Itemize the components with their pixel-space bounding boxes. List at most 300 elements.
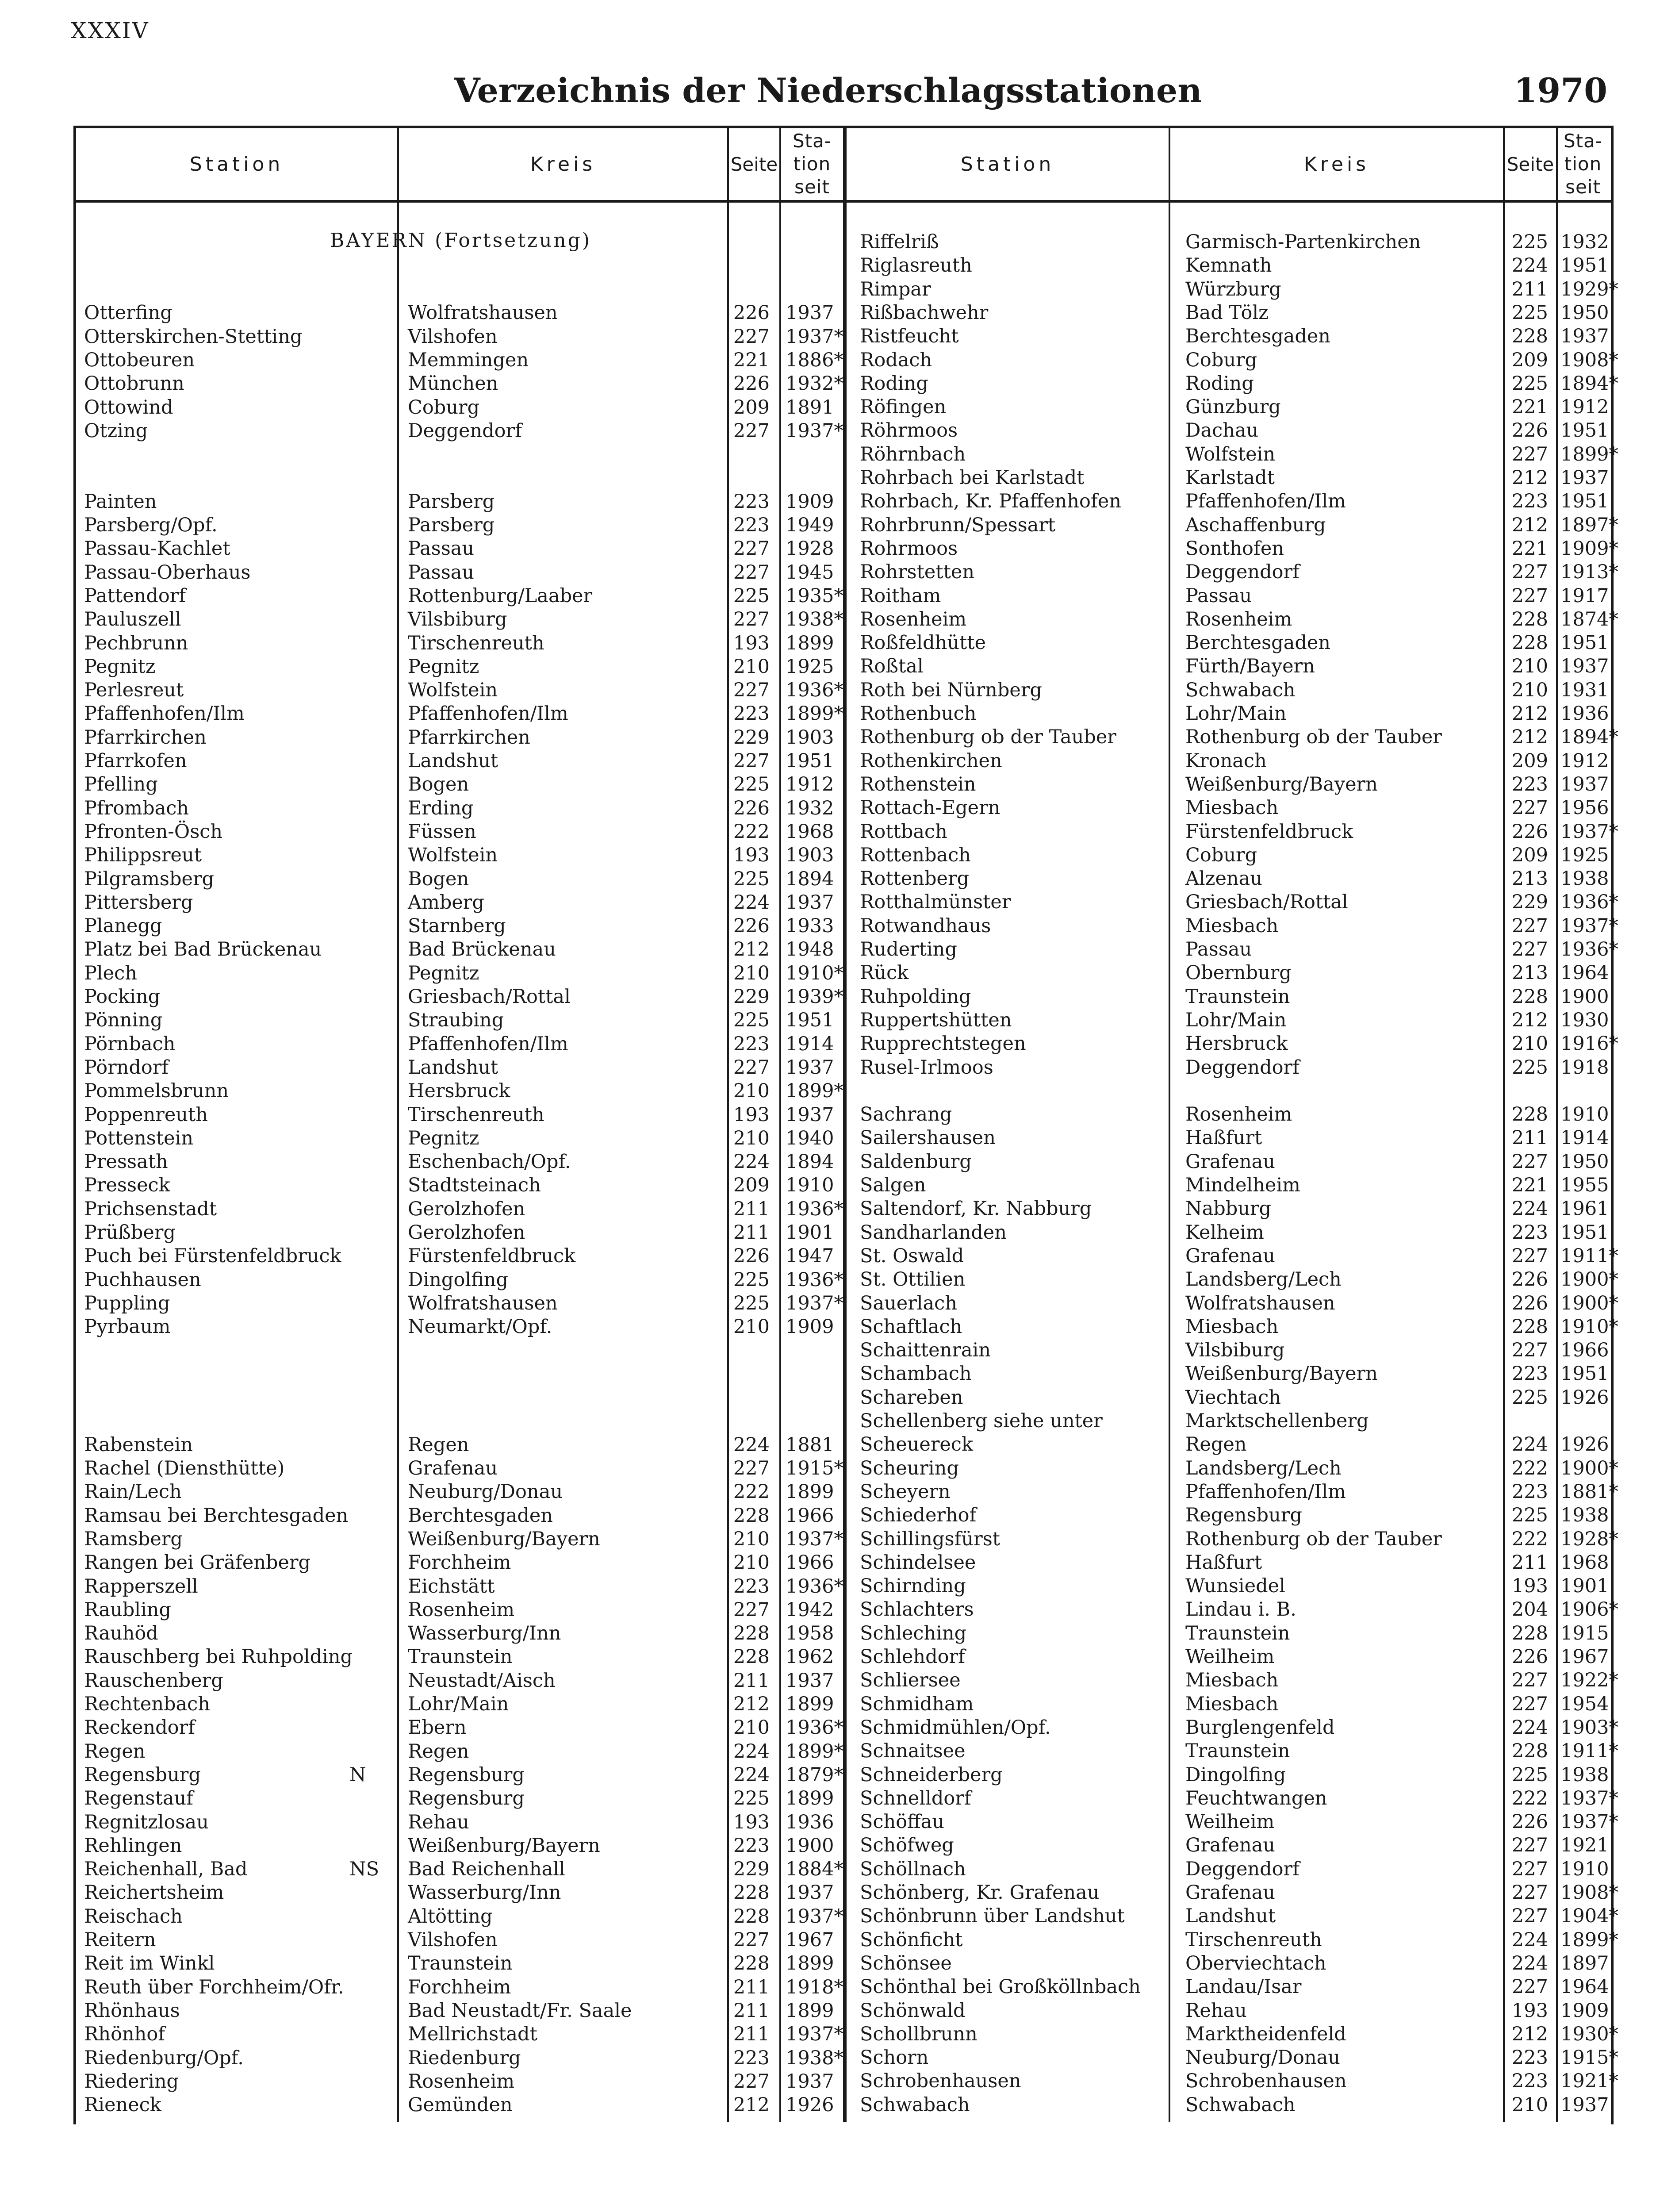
station-since-value: 1937* (786, 2023, 843, 2046)
seite-value: 228 (1511, 325, 1548, 348)
kreis-name: Deggendorf (1185, 1056, 1300, 1079)
kreis-name: Feuchtwangen (1185, 1787, 1327, 1809)
station-since-value: 1955 (1560, 1174, 1609, 1196)
kreis-name: Pfaffenhofen/Ilm (1185, 1480, 1346, 1503)
table-row (0, 702, 1656, 726)
seite-value: 228 (733, 1622, 770, 1645)
kreis-name: Füssen (408, 820, 476, 843)
kreis-name: Mellrichstadt (408, 2023, 537, 2046)
seite-value: 227 (1511, 1669, 1548, 1692)
station-name: Scheyern (860, 1480, 951, 1503)
station-name: Schliersee (860, 1669, 961, 1692)
kreis-name: Vilsbiburg (408, 608, 507, 631)
station-since-value: 1879* (786, 1763, 843, 1786)
seite-value: 210 (733, 1717, 770, 1739)
station-name: Sailershausen (860, 1127, 996, 1149)
station-since-value: 1915* (1560, 2047, 1618, 2069)
kreis-name: Kronach (1185, 749, 1267, 772)
station-name: Sachrang (860, 1103, 952, 1126)
seite-value: 209 (1511, 349, 1548, 371)
station-name: Roßtal (860, 655, 924, 678)
table-row (0, 2023, 1656, 2046)
kreis-name: Haßfurt (1185, 1127, 1262, 1149)
station-name: Rapperszell (84, 1575, 198, 1598)
header-seit-line: tion (793, 153, 831, 175)
station-name: Reichenhall, Bad (84, 1858, 248, 1881)
station-name: Rosenheim (860, 608, 967, 630)
table-row (0, 1268, 1656, 1291)
station-since-value: 1949 (786, 514, 834, 536)
station-name: Rabenstein (84, 1433, 193, 1456)
kreis-name: Alzenau (1185, 868, 1262, 890)
table-row (0, 1763, 1656, 1787)
seite-value: 227 (733, 1056, 770, 1079)
seite-value: 224 (733, 891, 770, 914)
kreis-name: Rosenheim (408, 1598, 515, 1621)
station-since-value: 1928 (786, 538, 834, 560)
station-name: Regen (84, 1740, 146, 1763)
station-name: Schönthal bei Großköllnbach (860, 1976, 1141, 1998)
seite-value: 210 (733, 655, 770, 678)
table-row (0, 1056, 1656, 1079)
table-row (0, 1079, 1656, 1103)
seite-value: 224 (1511, 1198, 1548, 1220)
station-since-value: 1937* (786, 419, 843, 442)
kreis-name: Neuburg/Donau (1185, 2047, 1340, 2069)
station-name: Rain/Lech (84, 1481, 182, 1503)
station-since-value: 1897 (1560, 1952, 1609, 1974)
seite-value: 227 (733, 419, 770, 442)
kreis-name: Schwabach (1185, 2093, 1296, 2116)
station-name: Schollbrunn (860, 2023, 978, 2045)
station-name: Pyrbaum (84, 1316, 171, 1338)
table-row (0, 325, 1656, 348)
kreis-name: Passau (408, 561, 475, 584)
kreis-name: Berchtesgaden (1185, 632, 1331, 654)
station-since-value: 1906* (1560, 1598, 1618, 1621)
station-name: Reit im Winkl (84, 1952, 215, 1975)
kreis-name: Wunsiedel (1185, 1575, 1285, 1598)
seite-value: 224 (733, 1433, 770, 1456)
station-since-value: 1894 (786, 868, 834, 890)
table-row (0, 1457, 1656, 1480)
station-since-value: 1951 (1560, 632, 1609, 654)
seite-value: 224 (1511, 1716, 1548, 1739)
station-name: Poppenreuth (84, 1103, 208, 1126)
seite-value: 212 (1511, 1009, 1548, 1031)
kreis-name: Neumarkt/Opf. (408, 1316, 552, 1338)
kreis-name: Rehau (408, 1811, 469, 1833)
seite-value: 209 (1511, 749, 1548, 772)
seite-value: 225 (733, 1268, 770, 1291)
station-name: Pittersberg (84, 891, 193, 914)
seite-value: 227 (1511, 1339, 1548, 1362)
station-since-value: 1966 (786, 1504, 834, 1527)
seite-value: 223 (1511, 2047, 1548, 2069)
seite-value: 225 (733, 1787, 770, 1810)
kreis-name: Grafenau (1185, 1244, 1275, 1267)
kreis-name: Forchheim (408, 1976, 511, 1998)
table-row (0, 844, 1656, 867)
kreis-name: Schwabach (1185, 679, 1296, 701)
seite-value: 223 (1511, 773, 1548, 795)
station-name: Schmidmühlen/Opf. (860, 1716, 1051, 1739)
station-since-value: 1937 (1560, 2093, 1609, 2116)
header-seit-line: seit (1565, 176, 1601, 198)
kreis-name: Wolfratshausen (408, 302, 558, 324)
kreis-name: Weilheim (1185, 1811, 1275, 1833)
station-since-value: 1951 (786, 750, 834, 772)
station-since-value: 1894* (1560, 726, 1618, 749)
station-since-value: 1881* (1560, 1480, 1618, 1503)
station-since-value: 1886* (786, 349, 843, 371)
kreis-name: Passau (1185, 584, 1252, 607)
seite-value: 227 (1511, 1150, 1548, 1173)
kreis-name: Wasserburg/Inn (408, 1882, 561, 1904)
station-name: Ruppertshütten (860, 1009, 1012, 1031)
kreis-name: Schrobenhausen (1185, 2070, 1347, 2093)
station-since-value: 1932 (786, 797, 834, 819)
header-seite: Seite (1506, 153, 1554, 175)
table-row (0, 2046, 1656, 2070)
kreis-name: Grafenau (1185, 1834, 1275, 1857)
table-row (0, 1787, 1656, 1810)
station-since-value: 1951 (1560, 490, 1609, 513)
station-name: Pönning (84, 1009, 163, 1032)
kreis-name: Grafenau (1185, 1150, 1275, 1173)
kreis-name: Grafenau (408, 1457, 498, 1479)
table-row (0, 1197, 1656, 1221)
kreis-name: München (408, 373, 498, 395)
seite-value: 227 (733, 608, 770, 631)
kreis-name: Miesbach (1185, 1315, 1279, 1338)
seite-value: 222 (1511, 1457, 1548, 1479)
station-name: Schneiderberg (860, 1763, 1003, 1786)
seite-value: 212 (733, 938, 770, 961)
seite-value: 227 (1511, 1976, 1548, 1998)
kreis-name: Lindau i. B. (1185, 1598, 1296, 1621)
kreis-name: Rottenburg/Laaber (408, 584, 593, 607)
station-since-value: 1894* (1560, 372, 1618, 395)
kreis-name: Eichstätt (408, 1575, 495, 1598)
seite-value: 211 (733, 1669, 770, 1692)
station-since-value: 1913* (1560, 561, 1618, 584)
table-row (0, 726, 1656, 749)
station-since-value: 1894 (786, 1151, 834, 1173)
seite-value: 225 (733, 868, 770, 890)
seite-value: 225 (733, 584, 770, 607)
station-name: Rothenburg ob der Tauber (860, 726, 1116, 749)
station-name: Riglasreuth (860, 254, 972, 277)
station-since-value: 1937* (1560, 914, 1618, 937)
seite-value: 228 (733, 1646, 770, 1668)
kreis-name: Miesbach (1185, 914, 1279, 937)
kreis-name: Weißenburg/Bayern (408, 1528, 600, 1550)
station-since-value: 1900* (1560, 1457, 1618, 1479)
station-since-value: 1901 (786, 1221, 834, 1244)
kreis-name: Landshut (408, 750, 498, 772)
table-row (0, 466, 1656, 490)
station-since-value: 1899 (786, 632, 834, 654)
seite-value: 212 (733, 2094, 770, 2116)
kreis-name: Gerolzhofen (408, 1198, 525, 1220)
station-since-value: 1926 (1560, 1386, 1609, 1409)
table-row (0, 1881, 1656, 1905)
station-since-value: 1961 (1560, 1198, 1609, 1220)
station-name: Rothenbuch (860, 703, 977, 725)
station-since-value: 1936* (786, 1268, 843, 1291)
seite-value: 226 (1511, 1646, 1548, 1668)
table-row (0, 1032, 1656, 1056)
table-row (0, 419, 1656, 442)
station-name: Pocking (84, 986, 161, 1008)
seite-value: 228 (733, 1905, 770, 1928)
kreis-name: Landau/Isar (1185, 1976, 1302, 1998)
seite-value: 226 (733, 915, 770, 937)
station-since-value: 1937 (1560, 325, 1609, 348)
station-name: Pfarrkirchen (84, 726, 207, 749)
station-name: Pfrombach (84, 797, 189, 819)
table-row (0, 1952, 1656, 1975)
seite-value: 227 (1511, 938, 1548, 960)
seite-value: 211 (733, 1221, 770, 1244)
station-name: Painten (84, 490, 157, 513)
table-row (0, 1551, 1656, 1575)
station-name: Schleching (860, 1622, 967, 1644)
station-name: Schnelldorf (860, 1787, 971, 1809)
table-row (0, 1103, 1656, 1126)
seite-value: 226 (733, 302, 770, 324)
station-since-value: 1901 (1560, 1575, 1609, 1598)
table-row (0, 1858, 1656, 1881)
table-row (0, 1386, 1656, 1409)
station-since-value: 1909* (1560, 537, 1618, 560)
station-since-value: 1903 (786, 726, 834, 749)
seite-value: 227 (1511, 561, 1548, 584)
table-row (0, 1716, 1656, 1740)
seite-value: 229 (1511, 891, 1548, 914)
kreis-name: Pfarrkirchen (408, 726, 530, 749)
station-marker: N (349, 1763, 366, 1786)
kreis-name: Regensburg (1185, 1504, 1302, 1527)
station-name: Rohrmoos (860, 537, 958, 560)
table-row (0, 1999, 1656, 2023)
header-station-seit (781, 128, 843, 200)
kreis-name: Landshut (1185, 1905, 1276, 1928)
station-name: Pilgramsberg (84, 868, 215, 890)
station-since-value: 1904* (1560, 1905, 1618, 1928)
seite-value: 212 (1511, 514, 1548, 536)
kreis-name: Parsberg (408, 514, 495, 536)
seite-value: 221 (1511, 1174, 1548, 1196)
seite-value: 211 (1511, 1127, 1548, 1149)
table-row (0, 584, 1656, 608)
station-since-value: 1937* (786, 1905, 843, 1928)
seite-value: 227 (1511, 914, 1548, 937)
table-row (0, 349, 1656, 372)
kreis-name: Wolfstein (1185, 443, 1276, 465)
station-name: Pechbrunn (84, 632, 188, 654)
station-name: Rohrbach bei Karlstadt (860, 467, 1085, 489)
kreis-name: Regensburg (408, 1787, 525, 1810)
header-rule (73, 200, 1611, 203)
station-name: Puchhausen (84, 1268, 201, 1291)
station-name: Reichertsheim (84, 1882, 224, 1904)
table-row (0, 1740, 1656, 1763)
kreis-name: Straubing (408, 1009, 504, 1032)
kreis-name: Rosenheim (1185, 608, 1292, 630)
kreis-name: Fürstenfeldbruck (1185, 820, 1353, 843)
table-row (0, 631, 1656, 655)
kreis-name: Karlstadt (1185, 467, 1275, 489)
seite-value: 224 (733, 1151, 770, 1173)
header-seit-line: Sta- (792, 130, 832, 152)
station-since-value: 1951 (1560, 419, 1609, 442)
station-since-value: 1918 (1560, 1056, 1609, 1079)
station-name: Roitham (860, 584, 941, 607)
station-since-value: 1937 (786, 891, 834, 914)
station-since-value: 1937 (1560, 467, 1609, 489)
station-since-value: 1916* (1560, 1033, 1618, 1055)
seite-value: 224 (733, 1763, 770, 1786)
table-row (0, 1339, 1656, 1362)
seite-value: 211 (1511, 278, 1548, 300)
station-name: Reckendorf (84, 1717, 195, 1739)
seite-value: 227 (1511, 1693, 1548, 1715)
kreis-name: Passau (1185, 938, 1252, 960)
seite-value: 227 (1511, 797, 1548, 819)
station-name: Ottobrunn (84, 373, 184, 395)
station-name: Schönficht (860, 1928, 963, 1951)
seite-value: 223 (1511, 2070, 1548, 2093)
station-since-value: 1937* (786, 1292, 843, 1314)
station-since-value: 1925 (786, 655, 834, 678)
table-row (0, 679, 1656, 702)
kreis-name: Bogen (408, 773, 469, 796)
station-since-value: 1899* (786, 1080, 843, 1102)
table-row (0, 938, 1656, 961)
kreis-name: Wasserburg/Inn (408, 1622, 561, 1645)
station-since-value: 1948 (786, 938, 834, 961)
kreis-name: Weißenburg/Bayern (408, 1834, 600, 1857)
kreis-name: Hersbruck (1185, 1033, 1288, 1055)
station-since-value: 1933 (786, 915, 834, 937)
station-name: Schöfweg (860, 1834, 954, 1857)
seite-value: 227 (733, 561, 770, 584)
station-since-value: 1881 (786, 1433, 834, 1456)
station-name: Puppling (84, 1292, 170, 1314)
kreis-name: Marktschellenberg (1185, 1410, 1369, 1432)
station-name: Ristfeucht (860, 325, 959, 348)
station-name: Presseck (84, 1174, 170, 1197)
station-since-value: 1937 (786, 1103, 834, 1126)
seite-value: 225 (733, 1009, 770, 1032)
station-name: Schönberg, Kr. Grafenau (860, 1882, 1100, 1904)
station-name: Pommelsbrunn (84, 1080, 229, 1102)
kreis-name: Traunstein (408, 1952, 513, 1975)
station-since-value: 1930* (1560, 2023, 1618, 2045)
station-since-value: 1922* (1560, 1669, 1618, 1692)
kreis-name: Garmisch-Partenkirchen (1185, 231, 1421, 253)
station-name: Rottbach (860, 820, 947, 843)
table-row (0, 985, 1656, 1009)
kreis-name: Traunstein (1185, 985, 1290, 1008)
seite-value: 222 (733, 1481, 770, 1503)
kreis-name: Miesbach (1185, 797, 1279, 819)
table-row (0, 301, 1656, 325)
station-name: Ruhpolding (860, 985, 971, 1008)
seite-value: 210 (1511, 1033, 1548, 1055)
seite-value: 210 (733, 1127, 770, 1149)
kreis-name: Gerolzhofen (408, 1221, 525, 1244)
seite-value: 209 (733, 1174, 770, 1197)
table-row (0, 2070, 1656, 2093)
station-name: Riedering (84, 2070, 179, 2093)
station-since-value: 1935* (786, 584, 843, 607)
table-row (0, 820, 1656, 844)
station-name: Perlesreut (84, 679, 184, 702)
kreis-name: Weißenburg/Bayern (1185, 773, 1378, 795)
station-since-value: 1938* (786, 2047, 843, 2069)
table-row (0, 537, 1656, 561)
table-row (0, 773, 1656, 796)
station-since-value: 1936* (786, 679, 843, 702)
table-row (0, 230, 1656, 254)
station-name: Rottach-Egern (860, 797, 1000, 819)
seite-value: 227 (733, 538, 770, 560)
station-since-value: 1911* (1560, 1740, 1618, 1763)
header-seit-line: seit (794, 176, 830, 198)
kreis-name: Griesbach/Rottal (408, 986, 571, 1008)
station-since-value: 1964 (1560, 1976, 1609, 1998)
seite-value: 227 (733, 750, 770, 772)
kreis-name: Traunstein (1185, 1740, 1290, 1763)
kreis-name: Lohr/Main (1185, 703, 1287, 725)
table-row (0, 278, 1656, 301)
station-name: Pfaffenhofen/Ilm (84, 703, 245, 725)
station-name: Rotwandhaus (860, 914, 991, 937)
station-since-value: 1910* (786, 962, 843, 984)
station-since-value: 1910* (1560, 1315, 1618, 1338)
table-row (0, 1126, 1656, 1150)
table-row (0, 1693, 1656, 1716)
seite-value: 221 (733, 349, 770, 371)
station-name: Scheuereck (860, 1433, 973, 1456)
station-name: Rhönhaus (84, 1999, 180, 2022)
station-name: Roßfeldhütte (860, 632, 986, 654)
station-since-value: 1954 (1560, 1693, 1609, 1715)
station-name: Rimpar (860, 278, 931, 300)
station-since-value: 1931 (1560, 679, 1609, 701)
seite-value: 229 (733, 726, 770, 749)
seite-value: 193 (1511, 1575, 1548, 1598)
seite-value: 210 (733, 962, 770, 984)
kreis-name: Starnberg (408, 915, 506, 937)
station-since-value: 1937* (1560, 820, 1618, 843)
seite-value: 212 (1511, 467, 1548, 489)
section-heading: BAYERN (Fortsetzung) (330, 229, 592, 252)
kreis-name: Kelheim (1185, 1221, 1264, 1244)
station-name: Schönbrunn über Landshut (860, 1905, 1125, 1928)
station-name: Sauerlach (860, 1292, 957, 1314)
seite-value: 228 (733, 1504, 770, 1527)
station-since-value: 1940 (786, 1127, 834, 1149)
seite-value: 225 (1511, 1386, 1548, 1409)
station-name: Schlehdorf (860, 1646, 966, 1668)
seite-value: 226 (1511, 1292, 1548, 1314)
station-since-value: 1968 (786, 820, 834, 843)
seite-value: 228 (1511, 1740, 1548, 1763)
